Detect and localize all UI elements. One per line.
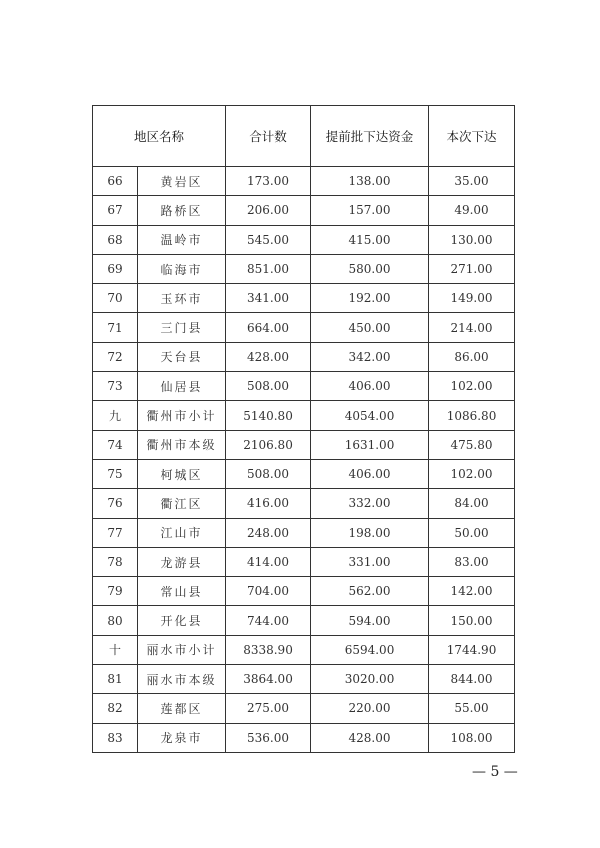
advance-value: 342.00 xyxy=(311,342,429,371)
row-number: 74 xyxy=(93,430,138,459)
page-number: — 5 — xyxy=(472,764,518,780)
row-number: 68 xyxy=(93,225,138,254)
table-row xyxy=(93,225,515,254)
row-number: 81 xyxy=(93,665,138,694)
region-name: 玉环市 xyxy=(138,284,226,313)
row-number: 78 xyxy=(93,547,138,576)
table-row xyxy=(93,167,515,196)
region-name: 龙泉市 xyxy=(138,723,226,752)
row-number: 77 xyxy=(93,518,138,547)
row-number: 76 xyxy=(93,489,138,518)
advance-value: 220.00 xyxy=(311,694,429,723)
total-value: 664.00 xyxy=(226,313,311,342)
table-header-row xyxy=(93,106,515,167)
region-name: 衢江区 xyxy=(138,489,226,518)
region-name: 黄岩区 xyxy=(138,167,226,196)
current-value: 55.00 xyxy=(429,694,515,723)
region-name: 龙游县 xyxy=(138,547,226,576)
total-value: 508.00 xyxy=(226,372,311,401)
total-value: 173.00 xyxy=(226,167,311,196)
header-total: 合计数 xyxy=(226,106,311,167)
table-row xyxy=(93,430,515,459)
current-value: 1744.90 xyxy=(429,635,515,664)
region-name: 温岭市 xyxy=(138,225,226,254)
region-name: 开化县 xyxy=(138,606,226,635)
table-body xyxy=(93,167,515,753)
total-value: 206.00 xyxy=(226,196,311,225)
total-value: 248.00 xyxy=(226,518,311,547)
current-value: 130.00 xyxy=(429,225,515,254)
table-row xyxy=(93,372,515,401)
header-current: 本次下达 xyxy=(429,106,515,167)
table-row xyxy=(93,459,515,488)
advance-value: 192.00 xyxy=(311,284,429,313)
row-number: 72 xyxy=(93,342,138,371)
total-value: 508.00 xyxy=(226,459,311,488)
current-value: 844.00 xyxy=(429,665,515,694)
row-number: 83 xyxy=(93,723,138,752)
advance-value: 3020.00 xyxy=(311,665,429,694)
row-number: 66 xyxy=(93,167,138,196)
current-value: 142.00 xyxy=(429,577,515,606)
region-name: 丽水市小计 xyxy=(138,635,226,664)
current-value: 149.00 xyxy=(429,284,515,313)
table-row xyxy=(93,577,515,606)
table-row xyxy=(93,518,515,547)
table-row xyxy=(93,401,515,430)
total-value: 3864.00 xyxy=(226,665,311,694)
region-name: 常山县 xyxy=(138,577,226,606)
table-row xyxy=(93,342,515,371)
table-row xyxy=(93,723,515,752)
advance-value: 406.00 xyxy=(311,372,429,401)
total-value: 704.00 xyxy=(226,577,311,606)
region-name: 丽水市本级 xyxy=(138,665,226,694)
region-name: 莲都区 xyxy=(138,694,226,723)
table-row xyxy=(93,254,515,283)
advance-value: 332.00 xyxy=(311,489,429,518)
region-name: 衢州市小计 xyxy=(138,401,226,430)
current-value: 102.00 xyxy=(429,459,515,488)
table-row xyxy=(93,284,515,313)
current-value: 108.00 xyxy=(429,723,515,752)
advance-value: 580.00 xyxy=(311,254,429,283)
row-number: 79 xyxy=(93,577,138,606)
total-value: 414.00 xyxy=(226,547,311,576)
row-number: 十 xyxy=(93,635,138,664)
current-value: 50.00 xyxy=(429,518,515,547)
table-row xyxy=(93,606,515,635)
current-value: 83.00 xyxy=(429,547,515,576)
total-value: 275.00 xyxy=(226,694,311,723)
advance-value: 406.00 xyxy=(311,459,429,488)
advance-value: 415.00 xyxy=(311,225,429,254)
table-row xyxy=(93,196,515,225)
table-row xyxy=(93,694,515,723)
current-value: 475.80 xyxy=(429,430,515,459)
total-value: 416.00 xyxy=(226,489,311,518)
funding-table xyxy=(92,105,515,753)
current-value: 150.00 xyxy=(429,606,515,635)
table-row xyxy=(93,313,515,342)
total-value: 744.00 xyxy=(226,606,311,635)
current-value: 1086.80 xyxy=(429,401,515,430)
advance-value: 428.00 xyxy=(311,723,429,752)
advance-value: 4054.00 xyxy=(311,401,429,430)
advance-value: 594.00 xyxy=(311,606,429,635)
row-number: 69 xyxy=(93,254,138,283)
region-name: 柯城区 xyxy=(138,459,226,488)
current-value: 49.00 xyxy=(429,196,515,225)
current-value: 214.00 xyxy=(429,313,515,342)
row-number: 80 xyxy=(93,606,138,635)
region-name: 路桥区 xyxy=(138,196,226,225)
row-number: 71 xyxy=(93,313,138,342)
advance-value: 450.00 xyxy=(311,313,429,342)
region-name: 仙居县 xyxy=(138,372,226,401)
advance-value: 1631.00 xyxy=(311,430,429,459)
row-number: 73 xyxy=(93,372,138,401)
row-number: 九 xyxy=(93,401,138,430)
advance-value: 198.00 xyxy=(311,518,429,547)
region-name: 三门县 xyxy=(138,313,226,342)
row-number: 67 xyxy=(93,196,138,225)
total-value: 341.00 xyxy=(226,284,311,313)
total-value: 428.00 xyxy=(226,342,311,371)
region-name: 江山市 xyxy=(138,518,226,547)
header-advance: 提前批下达资金 xyxy=(311,106,429,167)
table-row xyxy=(93,489,515,518)
region-name: 衢州市本级 xyxy=(138,430,226,459)
row-number: 75 xyxy=(93,459,138,488)
total-value: 536.00 xyxy=(226,723,311,752)
table-row xyxy=(93,635,515,664)
advance-value: 138.00 xyxy=(311,167,429,196)
current-value: 35.00 xyxy=(429,167,515,196)
total-value: 8338.90 xyxy=(226,635,311,664)
total-value: 545.00 xyxy=(226,225,311,254)
table-row xyxy=(93,665,515,694)
region-name: 天台县 xyxy=(138,342,226,371)
current-value: 271.00 xyxy=(429,254,515,283)
header-region: 地区名称 xyxy=(93,106,226,167)
total-value: 851.00 xyxy=(226,254,311,283)
table-row xyxy=(93,547,515,576)
row-number: 82 xyxy=(93,694,138,723)
current-value: 84.00 xyxy=(429,489,515,518)
current-value: 86.00 xyxy=(429,342,515,371)
region-name: 临海市 xyxy=(138,254,226,283)
advance-value: 6594.00 xyxy=(311,635,429,664)
total-value: 5140.80 xyxy=(226,401,311,430)
advance-value: 331.00 xyxy=(311,547,429,576)
advance-value: 562.00 xyxy=(311,577,429,606)
total-value: 2106.80 xyxy=(226,430,311,459)
current-value: 102.00 xyxy=(429,372,515,401)
advance-value: 157.00 xyxy=(311,196,429,225)
row-number: 70 xyxy=(93,284,138,313)
